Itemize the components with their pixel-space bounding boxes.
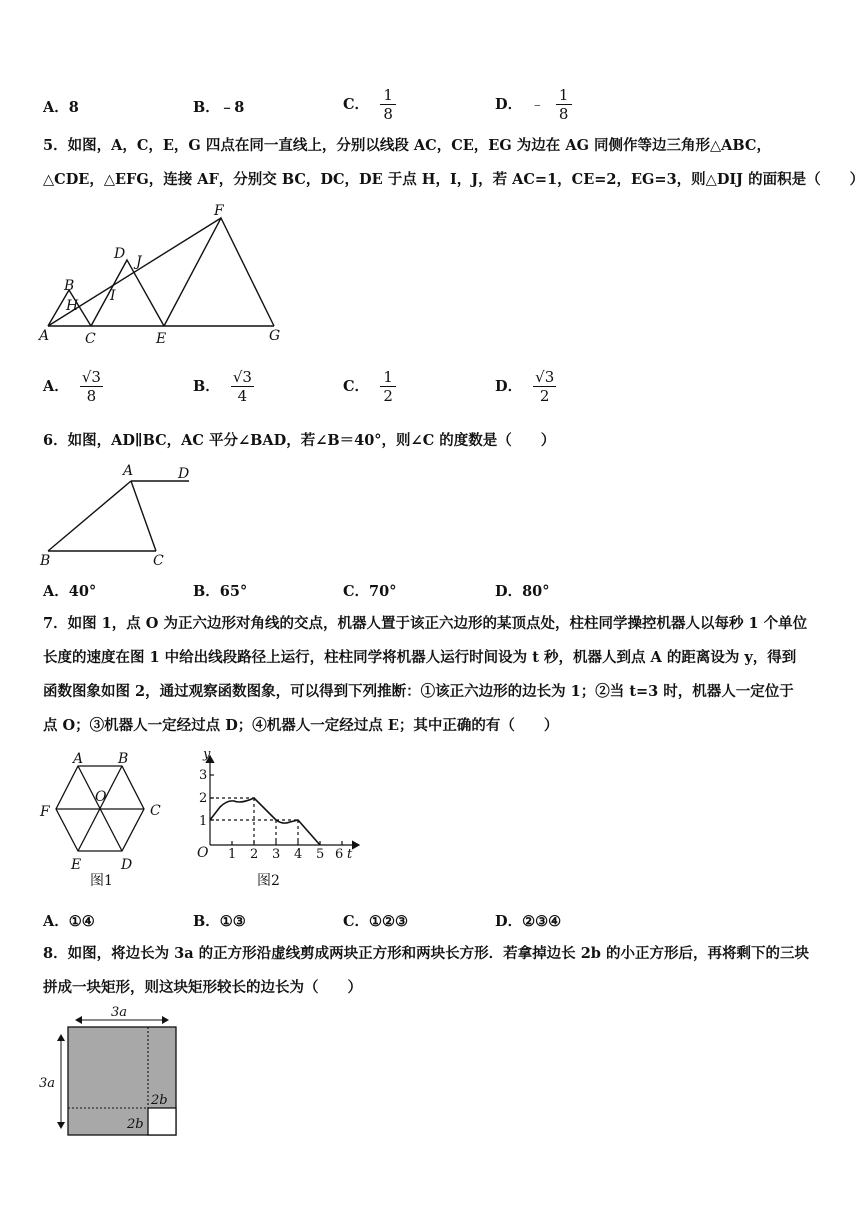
fraction [533, 368, 556, 405]
option-text: ①③ [219, 913, 246, 930]
fraction-denominator: 4 [237, 387, 248, 405]
label-f: F [40, 804, 50, 820]
small-square-removed [148, 1108, 176, 1135]
option-text: ②③④ [522, 913, 562, 930]
x-tick-label: 6 [335, 847, 344, 862]
q5-option-d[interactable] [495, 368, 556, 405]
figure-caption-1: 图1 [90, 873, 113, 889]
function-curve [210, 798, 320, 845]
option-label: B． [193, 377, 220, 395]
option-text: 8 [68, 99, 79, 116]
fraction-denominator: 2 [539, 387, 550, 405]
label-c: C [153, 553, 164, 569]
q4-option-c[interactable] [343, 86, 396, 123]
q7-option-b[interactable] [193, 910, 246, 931]
option-label: D． [495, 95, 523, 113]
x-axis-label: t [347, 847, 353, 862]
negative-sign: ﹣ [530, 96, 545, 113]
label-a: A [123, 463, 134, 479]
label-b: B [118, 751, 129, 767]
option-label: C． [343, 583, 370, 600]
origin-label: O [197, 845, 209, 861]
x-tick-label: 3 [272, 847, 281, 862]
q5-option-a[interactable] [43, 368, 103, 405]
option-text: 80° [522, 583, 550, 600]
label-d: D [114, 246, 126, 262]
q7-text-line4: 点 O；③机器人一定经过点 D；④机器人一定经过点 E；其中正确的有（ ） [43, 717, 559, 734]
label-c: C [150, 803, 161, 819]
label-h: H [66, 298, 79, 314]
q7-text-line1: 7．如图 1，点 O 为正六边形对角线的交点，机器人置于该正六边形的某顶点处，柱柱同学操控机器人以每秒 1 个单位 [43, 615, 808, 632]
label-e: E [156, 331, 167, 347]
x-tick-label: 5 [316, 847, 325, 862]
triangle-efg [164, 218, 274, 326]
option-text: 70° [369, 583, 397, 600]
option-text: 65° [219, 583, 248, 600]
fraction-numerator: √3 [81, 368, 101, 386]
q6-option-d[interactable] [495, 580, 550, 601]
fraction-numerator: √3 [232, 368, 252, 386]
fraction-numerator: 1 [558, 86, 569, 104]
option-label: A． [43, 583, 69, 600]
label-small-right-2b: 2b [151, 1093, 168, 1108]
option-label: D． [495, 377, 523, 395]
q6-option-a[interactable] [43, 580, 96, 601]
option-label: B． [193, 583, 220, 600]
q8-figure [36, 1000, 196, 1145]
label-a: A [39, 328, 50, 344]
fraction-denominator: 2 [383, 387, 393, 405]
label-a: A [73, 751, 84, 767]
q4-option-a[interactable] [43, 96, 79, 117]
fraction [380, 368, 396, 405]
label-c: C [85, 331, 96, 347]
q5-figure [36, 200, 296, 350]
q7-option-a[interactable] [43, 910, 95, 931]
y-axis-label: y [203, 748, 211, 762]
y-tick-label: 2 [199, 791, 208, 806]
label-e: E [71, 857, 82, 873]
label-left-3a: 3a [39, 1076, 56, 1091]
x-tick-label: 2 [250, 847, 259, 862]
q6-option-c[interactable] [343, 580, 396, 601]
label-d: D [178, 466, 190, 482]
q5-text-line2: △CDE，△EFG，连接 AF，分别交 BC，DC，DE 于点 H，I，J，若 AC=1，CE=2，EG=3，则△DIJ 的面积是（ ） [43, 171, 865, 188]
label-d: D [121, 857, 133, 873]
option-text: ①②③ [369, 913, 409, 930]
segment-ba [48, 481, 131, 551]
fraction-denominator: 8 [86, 387, 97, 405]
q7-text-line3: 函数图象如图 2，通过观察函数图象，可以得到下列推断：①该正六边形的边长为 1；②当 t=3 时，机器人一定位于 [43, 683, 794, 700]
option-label: B． [193, 913, 220, 930]
q6-option-b[interactable] [193, 580, 247, 601]
q7-hexagon-figure [36, 748, 176, 890]
q6-text-line1: 6．如图，AD∥BC，AC 平分∠BAD，若∠B＝40°，则∠C 的度数是（ ） [43, 432, 556, 449]
q5-text-line1: 5．如图，A，C，E，G 四点在同一直线上，分别以线段 AC，CE，EG 为边在 AG 同侧作等边三角形△ABC， [43, 137, 771, 154]
fraction [231, 368, 254, 405]
option-label: C． [343, 377, 370, 395]
figure-caption-2: 图2 [257, 873, 280, 889]
q7-text-line2: 长度的速度在图 1 中给出线段路径上运行，柱柱同学将机器人运行时间设为 t 秒，机器人到点 A 的距离设为 y，得到 [43, 649, 797, 666]
option-label: A． [43, 99, 69, 116]
q7-graph-figure [193, 748, 368, 890]
option-text: ①④ [68, 913, 95, 930]
q7-option-c[interactable] [343, 910, 408, 931]
q5-option-b[interactable] [193, 368, 254, 405]
fraction [556, 86, 572, 123]
fraction-denominator: 8 [558, 105, 569, 123]
q4-option-b[interactable] [193, 96, 244, 117]
x-tick-label: 1 [228, 847, 237, 862]
fraction [80, 368, 103, 405]
option-label: C． [343, 913, 370, 930]
q8-text-line1: 8．如图，将边长为 3a 的正方形沿虚线剪成两块正方形和两块长方形．若拿掉边长 2b 的小正方形后，再将剩下的三块 [43, 945, 809, 962]
option-label: C． [343, 95, 370, 113]
fraction-numerator: 1 [383, 368, 393, 386]
option-label: D． [495, 913, 523, 930]
option-text: 40° [68, 583, 97, 600]
y-tick-label: 3 [199, 768, 208, 783]
option-label: D． [495, 583, 523, 600]
label-b: B [64, 278, 75, 294]
label-g: G [269, 328, 281, 344]
option-label: B． [193, 99, 220, 116]
q7-option-d[interactable] [495, 910, 561, 931]
q4-option-d[interactable] [495, 86, 572, 123]
fraction-denominator: 8 [383, 105, 393, 123]
segment-ac [131, 481, 156, 551]
label-b: B [40, 553, 51, 569]
label-f: F [214, 203, 224, 219]
q8-text-line2: 拼成一块矩形，则这块矩形较长的边长为（ ） [43, 979, 362, 996]
option-label: A． [43, 913, 69, 930]
label-small-bottom-2b: 2b [127, 1117, 144, 1132]
fraction-numerator: √3 [535, 368, 555, 386]
fraction [380, 86, 396, 123]
option-text: ﹣8 [219, 99, 245, 116]
q5-option-c[interactable] [343, 368, 396, 405]
label-j: J [136, 254, 142, 270]
label-o: O [95, 789, 107, 805]
y-tick-label: 1 [199, 814, 208, 829]
label-i: I [110, 288, 116, 304]
q6-figure [36, 458, 206, 573]
label-top-3a: 3a [111, 1005, 128, 1020]
fraction-numerator: 1 [383, 86, 393, 104]
option-label: A． [43, 377, 69, 395]
x-tick-label: 4 [294, 847, 303, 862]
